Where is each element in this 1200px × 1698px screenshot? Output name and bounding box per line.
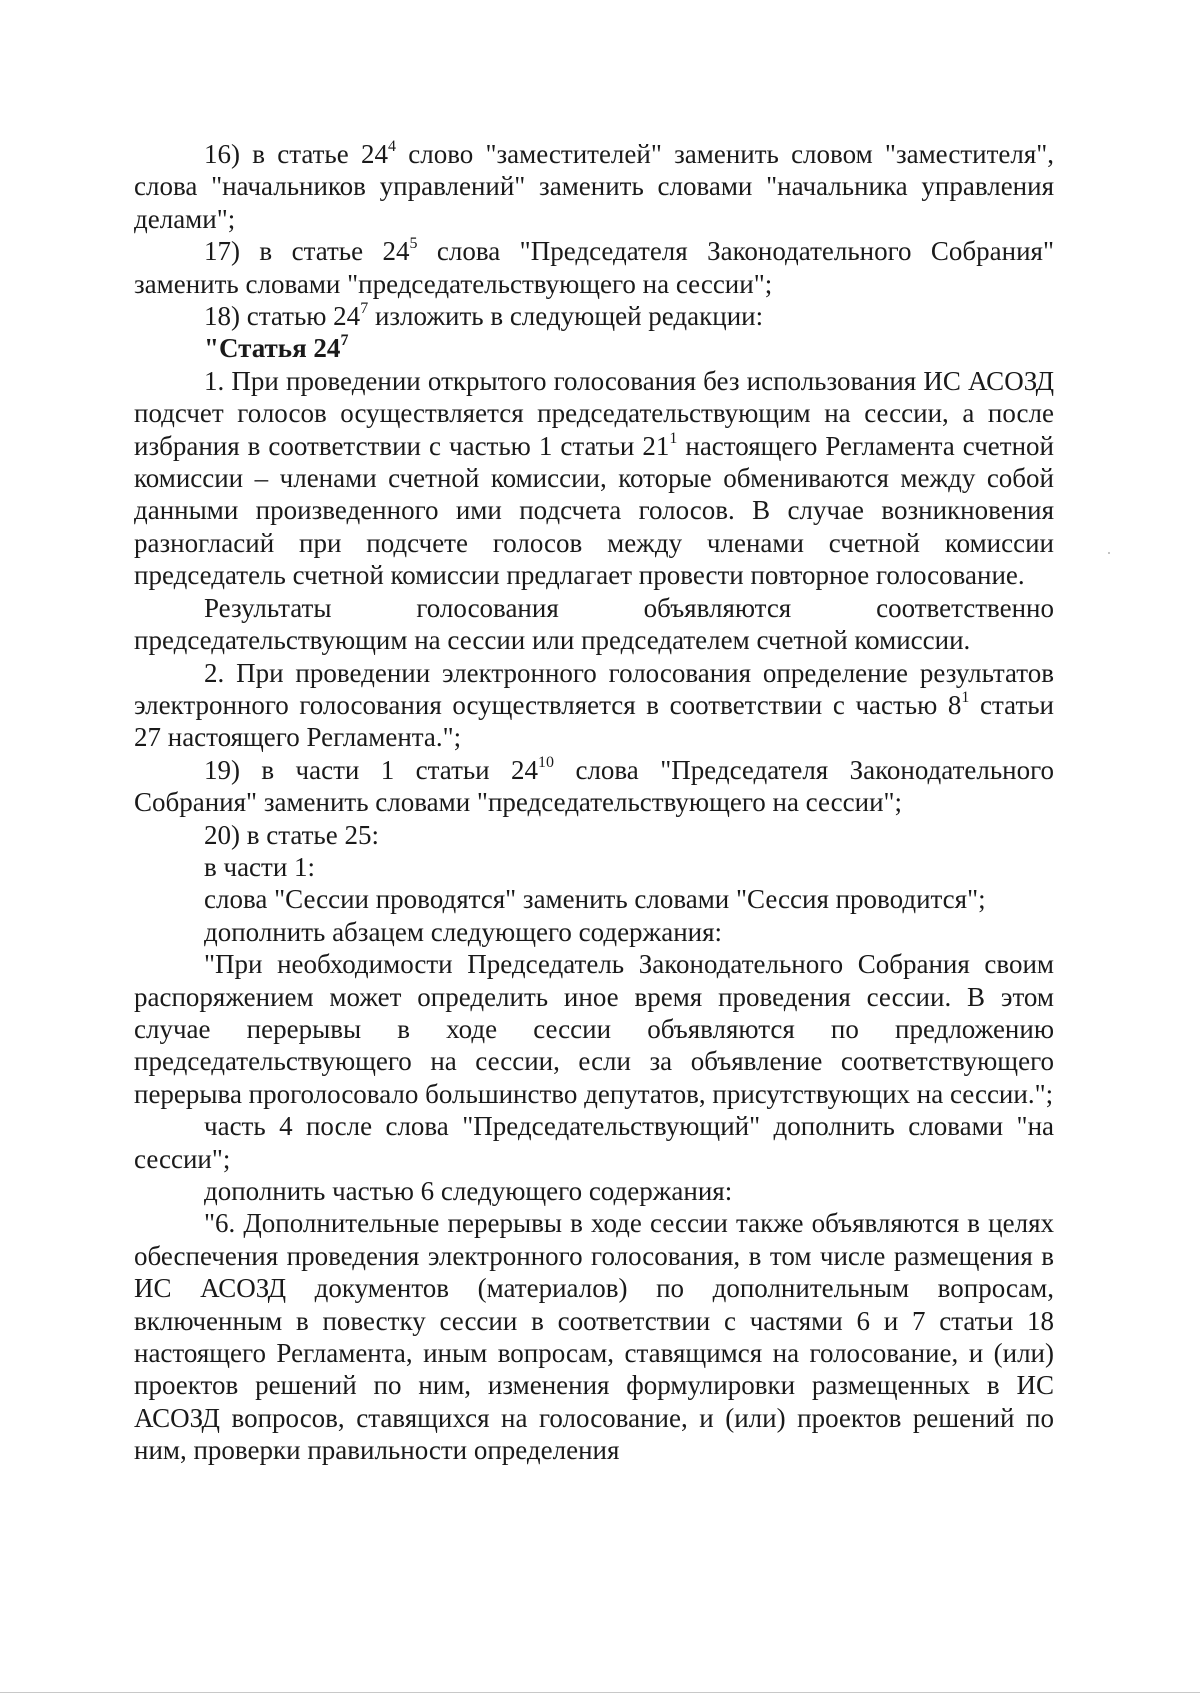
item-20: 20) в статье 25:	[204, 819, 379, 850]
item-20-add-part-6: дополнить частью 6 следующего содержания:	[204, 1176, 733, 1206]
item-19-text-start: 19) в части 1 статьи 24	[204, 754, 539, 785]
item-19	[134, 754, 1054, 819]
item-20-quoted-paragraph: "При необходимости Председатель Законодательного Собрания своим распоряжением может определить иное время проведения сессии. В этом случае перерывы в ходе сессии объявляются по предложению председательствующего на сессии, если за объявление соответствующего перерыва проголосовало большинство депутатов, присутствующих на сессии.";	[134, 949, 1054, 1109]
article-heading-superscript: 7	[340, 332, 349, 350]
item-20-add-paragraph: дополнить абзацем следующего содержания:	[204, 916, 723, 947]
article-part-2	[134, 657, 1054, 754]
article-part-1-text-end: настоящего Регламента счетной комиссии – членами счетной комиссии, которые обмениваются между собой данными произведенного ими подсчета голосов. В случае возникновения разногласий при подсчете голосов между членами счетной комиссии председатель счетной комиссии предлагает провести повторное голосование.	[134, 430, 1054, 591]
item-16-text-end: слово "заместителей" заменить словом "заместителя", слова "начальников управлений" заменить словами "начальника управления делами";	[134, 139, 1055, 234]
article-part-2-text-end: статьи 27 настоящего Регламента.";	[134, 689, 1055, 753]
item-17-text-start: 17) в статье 24	[204, 236, 410, 267]
article-part-1-superscript: 1	[669, 429, 678, 447]
item-17	[134, 235, 1054, 300]
article-part-2-text-start: 2. При проведении электронного голосования определение результатов электронного голосования осуществляется в соответствии с частью 8	[134, 657, 1054, 720]
item-17-text-end: слова "Председателя Законодательного Собрания" заменить словами "председательствующего на сессии";	[134, 236, 1054, 299]
article-heading	[134, 332, 1054, 364]
item-20-part-6-text: "6. Дополнительные перерывы в ходе сессии также объявляются в целях обеспечения проведения электронного голосования, в том числе размещения в ИС АСОЗД документов (материалов) по дополнительным вопросам, включенным в повестку сессии в соответствии с частями 6 и 7 статьи 18 настоящего Регламента, иным вопросам, ставящимся на голосование, и (или) проектов решений по ним, изменения формулировки размещенных в ИС АСОЗД вопросов, ставящихся на голосование, и (или) проектов решений по ним, проверки правильности определения	[134, 1208, 1054, 1466]
item-16-text-start: 16) в статье 24	[204, 139, 388, 169]
item-17-superscript: 5	[409, 235, 418, 253]
item-18-text-start: 18) статью 24	[204, 301, 361, 332]
item-20-words-replacement: слова "Сессии проводятся" заменить словами "Сессия проводится";	[204, 884, 986, 915]
item-20-part-1: в части 1:	[204, 851, 316, 882]
article-heading-text: "Статья 24	[204, 333, 341, 364]
item-18-superscript: 7	[360, 300, 369, 318]
item-18	[134, 300, 1054, 332]
article-part-1-results: Результаты голосования объявляются соответственно председательствующим на сессии или председателем счетной комиссии.	[134, 592, 1054, 656]
article-part-1-text-start: 1. При проведении открытого голосования без использования ИС АСОЗД подсчет голосов осуществляется председательствующим на сессии, а после избрания в соответствии с частью 1 статьи 21	[134, 365, 1054, 461]
document-body	[134, 138, 1054, 1467]
item-20-part-4: часть 4 после слова "Председательствующий" дополнить словами "на сессии";	[134, 1111, 1054, 1174]
item-18-text-end: изложить в следующей редакции:	[368, 301, 764, 332]
scan-speck	[1108, 552, 1110, 554]
item-19-superscript: 10	[538, 753, 555, 771]
article-part-2-superscript: 1	[961, 688, 970, 706]
article-part-1	[134, 365, 1054, 592]
item-16-superscript: 4	[387, 138, 396, 155]
item-19-text-end: слова "Председателя Законодательного Собрания" заменить словами "председательствующего на сессии";	[134, 754, 1055, 818]
item-16	[134, 138, 1054, 235]
page-bottom-edge	[0, 1692, 1200, 1693]
